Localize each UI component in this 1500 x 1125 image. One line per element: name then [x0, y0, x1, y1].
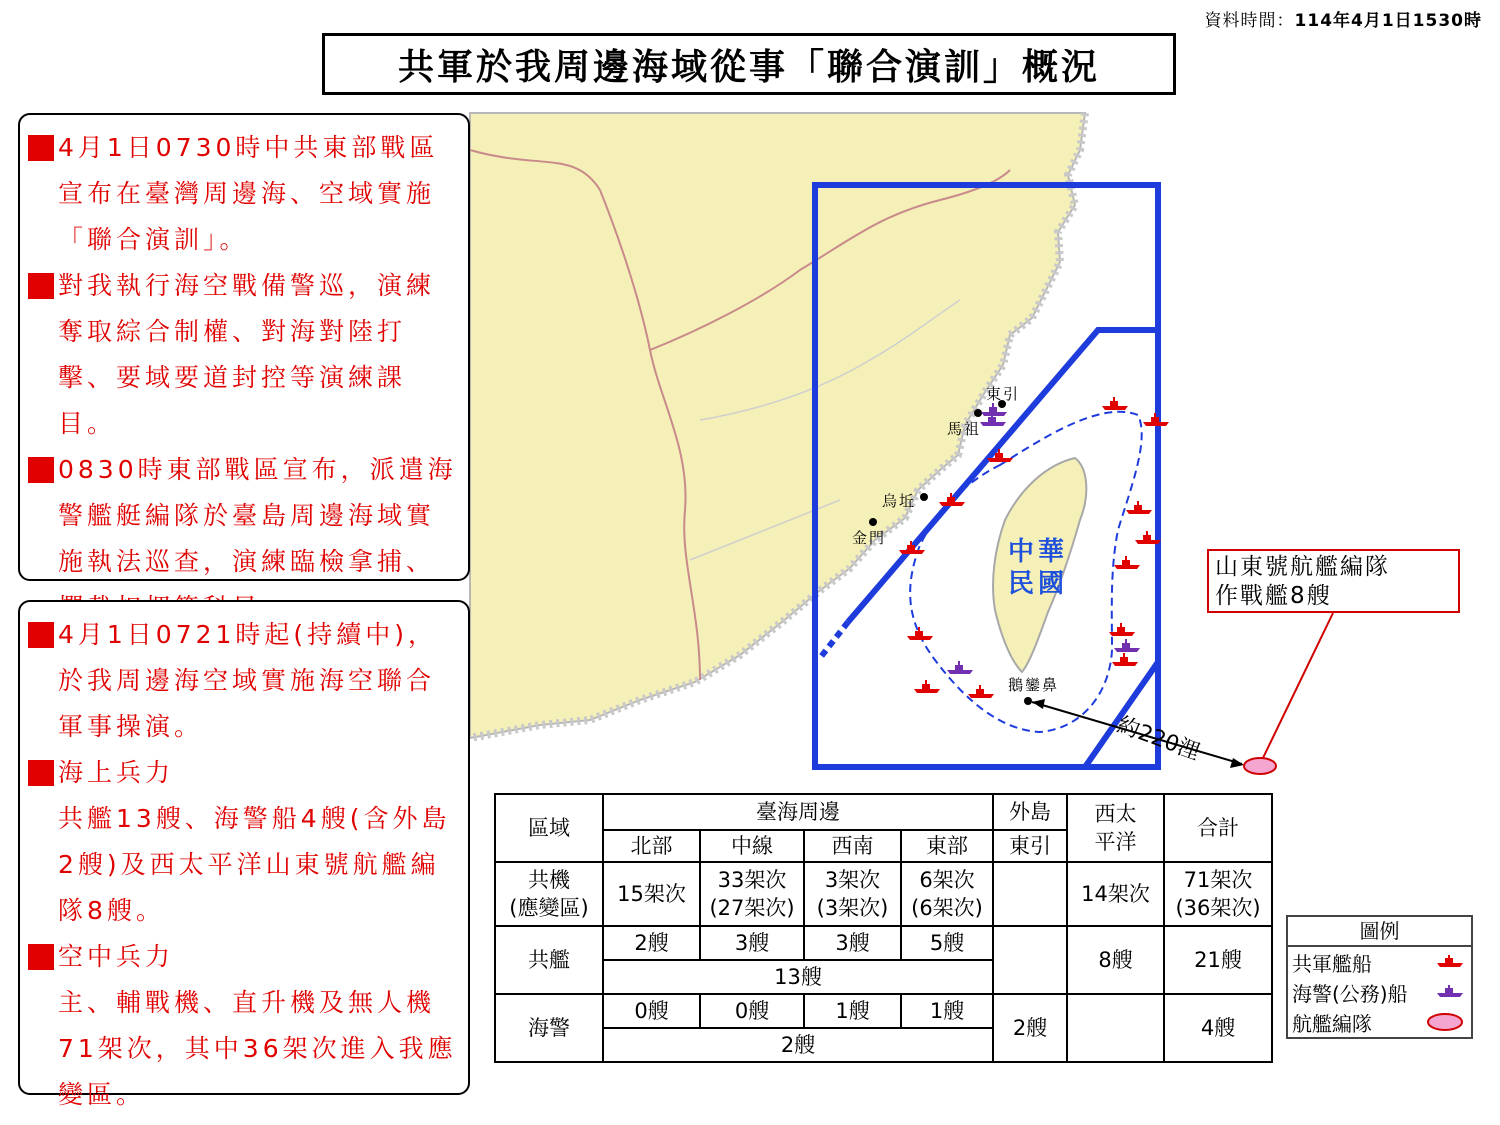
statistics-table: [494, 793, 1273, 1063]
table-row-aircraft: [495, 862, 1272, 926]
cell-cg-east: 1艘: [901, 994, 993, 1028]
bullet-square-icon: [28, 944, 54, 970]
pla-ship-icon: [1435, 955, 1465, 969]
bullet-square-icon: [28, 273, 54, 299]
eluanbi-dot: [1024, 697, 1032, 705]
cell-aircraft-outer: [993, 862, 1067, 926]
map-legend: [1286, 915, 1473, 1039]
bullet-square-icon: [28, 760, 54, 786]
cell-cg-center: 0艘: [700, 994, 804, 1028]
cell-aircraft-east: 6架次 (6架次): [901, 862, 993, 926]
cell-ships-southwest: 3艘: [804, 926, 901, 960]
header-taiwan-sea: 臺海周邊: [603, 794, 993, 830]
legend-row-pla-ship: 共軍艦船: [1288, 947, 1471, 977]
matsu-dot: [974, 409, 982, 417]
label-eluanbi: 鵝鑾鼻: [1008, 676, 1060, 694]
header-total: 合計: [1164, 794, 1272, 862]
cell-cg-southwest: 1艘: [804, 994, 901, 1028]
carrier-callout: 山東號航艦編隊 作戰艦8艘: [1207, 549, 1460, 613]
data-timestamp: 資料時間：114年4月1日1530時: [1204, 11, 1482, 31]
label-wuqiu: 烏坵: [882, 492, 917, 510]
cell-aircraft-center: 33架次 (27架次): [700, 862, 804, 926]
table-row-ships: [495, 926, 1272, 960]
legend-row-coast-guard: 海警(公務)船: [1288, 977, 1471, 1007]
cell-aircraft-total: 71架次 (36架次): [1164, 862, 1272, 926]
table-row-coast-guard: [495, 994, 1272, 1028]
row-label-coast-guard: 海警: [495, 994, 603, 1062]
label-roc: 中華 民國: [1008, 537, 1069, 599]
header-region: 區域: [495, 794, 603, 862]
carrier-group-marker: [1244, 758, 1276, 774]
label-distance: 約220浬: [1113, 712, 1204, 766]
cell-aircraft-west-pacific: 14架次: [1067, 862, 1164, 926]
forces-intro: 4月1日0721時起(持續中)，於我周邊海空域實施海空聯合軍事操演。: [28, 612, 460, 750]
page-title: 共軍於我周邊海域從事「聯合演訓」概況: [322, 33, 1176, 95]
cell-ships-subtotal: 13艘: [603, 960, 993, 994]
bullet-square-icon: [28, 622, 54, 648]
cell-cg-subtotal: 2艘: [603, 1028, 993, 1062]
cell-ships-outer: [993, 926, 1067, 994]
air-forces-text: 主、輔戰機、直升機及無人機71架次，其中36架次進入我應變區。: [58, 988, 457, 1109]
bullet-square-icon: [28, 457, 54, 483]
label-dongyin: 東引: [986, 385, 1021, 403]
cell-aircraft-north: 15架次: [603, 862, 700, 926]
cell-aircraft-southwest: 3架次 (3架次): [804, 862, 901, 926]
label-kinmen: 金門: [852, 529, 887, 547]
announcement-item: 0830時東部戰區宣布，派遣海警艦艇編隊於臺島周邊海域實施執法巡查，演練臨檢拿捕、: [28, 447, 460, 631]
legend-title: 圖例: [1288, 917, 1471, 947]
label-matsu: 馬祖: [947, 420, 982, 438]
cell-ships-west-pacific: 8艘: [1067, 926, 1164, 994]
sea-forces-text: 共艦13艘、海警船4艘(含外島2艘)及西太平洋山東號航艦編隊8艘。: [58, 804, 451, 925]
cell-cg-total: 4艘: [1164, 994, 1272, 1062]
header-north: 北部: [603, 830, 700, 862]
forces-panel: [18, 600, 470, 1109]
header-east: 東部: [901, 830, 993, 862]
air-forces-heading: 空中兵力: [28, 934, 460, 980]
header-southwest: 西南: [804, 830, 901, 862]
header-dongyin: 東引: [993, 830, 1067, 862]
header-west-pacific: 西太 平洋: [1067, 794, 1164, 862]
cell-ships-total: 21艘: [1164, 926, 1272, 994]
wuqiu-dot: [920, 493, 928, 501]
announcement-item: 對我執行海空戰備警巡，演練奪取綜合制權、對海對陸打擊、要域要道封控等演練課目。: [28, 263, 460, 447]
cell-ships-center: 3艘: [700, 926, 804, 960]
coast-guard-ship-icon: [1435, 985, 1465, 999]
announcement-panel: [18, 113, 470, 581]
cell-cg-north: 0艘: [603, 994, 700, 1028]
cell-cg-outer: 2艘: [993, 994, 1067, 1062]
cell-cg-west-pacific: [1067, 994, 1164, 1062]
kinmen-dot: [869, 518, 877, 526]
announcement-item: 4月1日0730時中共東部戰區宣布在臺灣周邊海、空域實施「聯合演訓」。: [28, 125, 460, 263]
header-center: 中線: [700, 830, 804, 862]
header-outer-island: 外島: [993, 794, 1067, 830]
row-label-ships: 共艦: [495, 926, 603, 994]
bullet-square-icon: [28, 135, 54, 161]
row-label-aircraft: 共機 (應變區): [495, 862, 603, 926]
cell-ships-east: 5艘: [901, 926, 993, 960]
carrier-group-icon: [1425, 1012, 1465, 1032]
cell-ships-north: 2艘: [603, 926, 700, 960]
sea-forces-heading: 海上兵力: [28, 750, 460, 796]
legend-row-carrier: 航艦編隊: [1288, 1007, 1471, 1037]
